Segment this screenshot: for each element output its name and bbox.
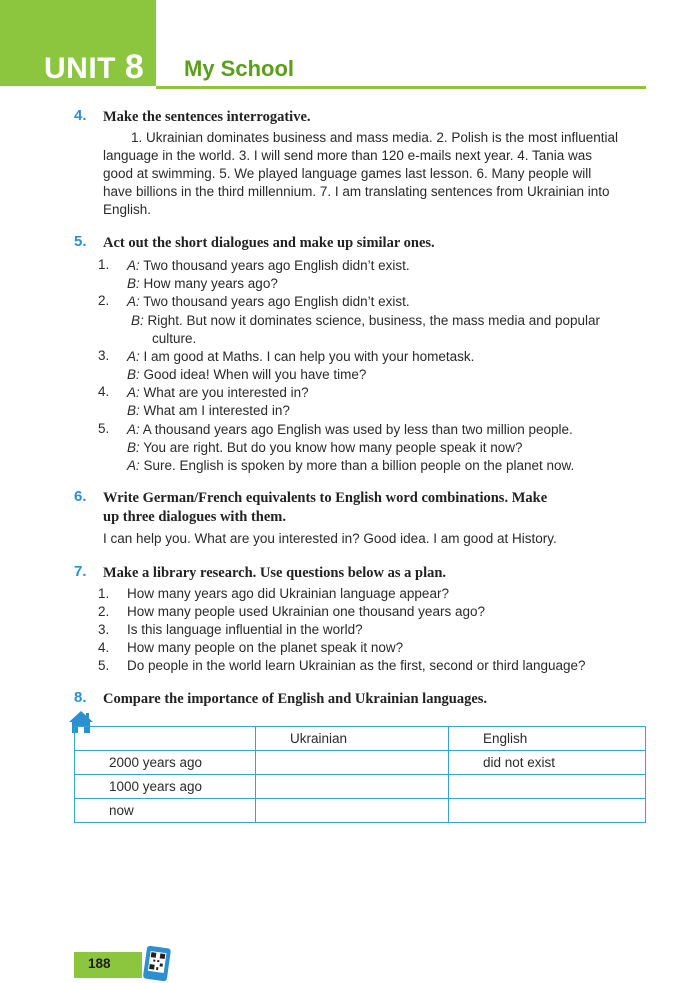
exercise-6-number: 6. [74,488,87,505]
table-header-cell [75,727,256,751]
table-cell [256,799,449,823]
page-number: 188 [88,956,111,971]
table-cell: 1000 years ago [75,775,256,799]
table-cell [449,775,646,799]
exercise-4-title: Make the sentences interrogative. [103,109,311,125]
exercise-5-number: 5. [74,233,87,250]
title-underline [156,86,646,89]
table-row [75,799,646,823]
table-cell: 2000 years ago [75,751,256,775]
table-header-row [75,727,646,751]
table-header-cell: Ukrainian [256,727,449,751]
table-cell [449,799,646,823]
exercise-6-text: I can help you. What are you interested in? Good idea. I am good at History. [103,531,557,546]
exercise-8-title: Compare the importance of English and Ukrainian languages. [103,691,488,707]
table-header-cell: English [449,727,646,751]
unit-label: UNIT 8 [44,48,145,86]
table-cell [256,751,449,775]
exercise-6-title-line1: Write German/French equivalents to English word combinations. Make [103,490,548,506]
exercise-7-title: Make a library research. Use questions below as a plan. [103,565,447,581]
table-row [75,751,646,775]
exercise-6-title-line2: up three dialogues with them. [103,509,287,525]
table-cell: did not exist [449,751,646,775]
table-row [75,775,646,799]
exercise-4-number: 4. [74,107,87,124]
comparison-table [74,726,646,823]
exercise-7-number: 7. [74,563,87,580]
table-cell: now [75,799,256,823]
exercise-8-number: 8. [74,689,87,706]
page-title: My School [184,56,295,81]
exercise-5-title: Act out the short dialogues and make up similar ones. [103,235,435,251]
qr-code-icon [142,946,172,982]
table-cell [256,775,449,799]
